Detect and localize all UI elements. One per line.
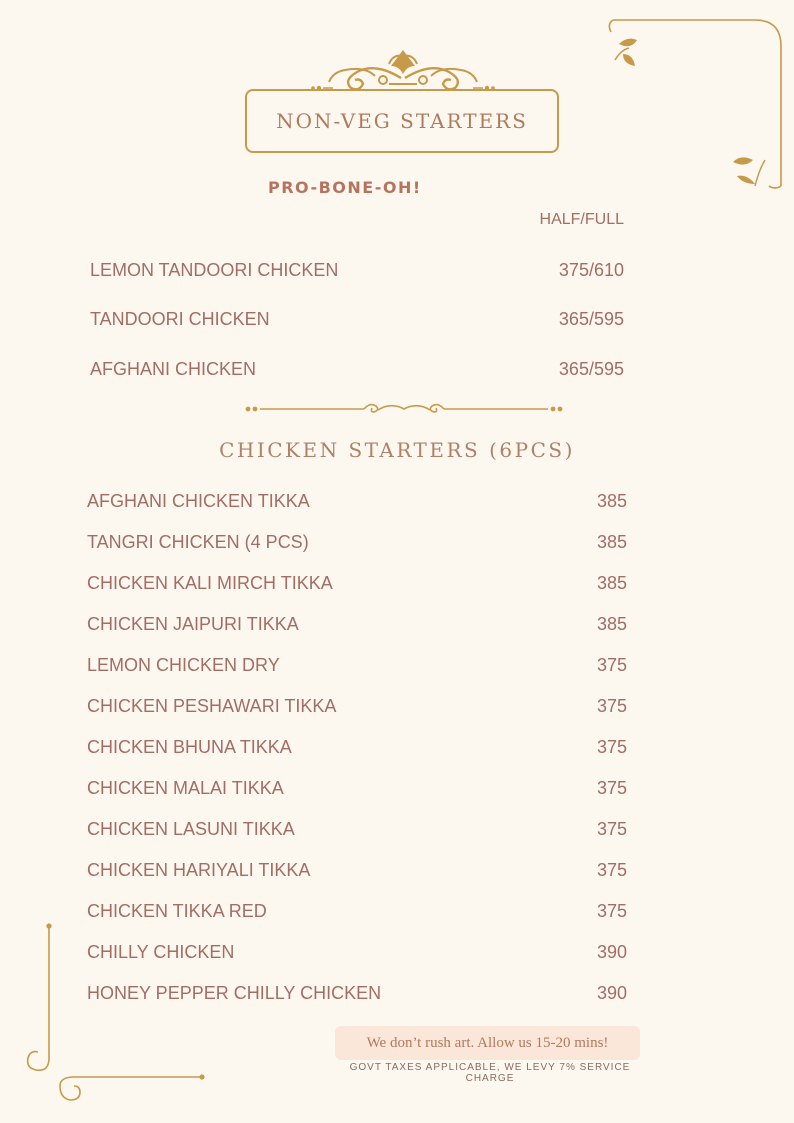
item-price: 385 [596, 491, 627, 511]
item-price: 375 [596, 901, 627, 921]
item-name: TANGRI CHICKEN (4 PCS) [87, 532, 309, 552]
item-price: 375/610 [558, 260, 624, 280]
item-price: 390 [596, 983, 627, 1003]
item-name: CHICKEN HARIYALI TIKKA [87, 860, 311, 880]
item-name: CHICKEN KALI MIRCH TIKKA [87, 573, 333, 593]
item-price: 390 [596, 942, 627, 962]
item-price: 375 [596, 737, 627, 757]
item-name: HONEY PEPPER CHILLY CHICKEN [87, 983, 382, 1003]
tax-footnote: GOVT TAXES APPLICABLE, WE LEVY 7% SERVICE CHARGE [349, 1062, 631, 1084]
item-name: CHILLY CHICKEN [87, 942, 235, 962]
item-name: LEMON TANDOORI CHICKEN [90, 260, 339, 280]
item-name: AFGHANI CHICKEN TIKKA [87, 491, 310, 511]
subheading: PRO-BONE-OH! [268, 178, 422, 197]
notice-banner [335, 1026, 640, 1060]
item-name: CHICKEN BHUNA TIKKA [87, 737, 292, 757]
item-price: 375 [596, 655, 627, 675]
section-title: CHICKEN STARTERS (6PCS) [219, 438, 575, 462]
item-name: TANDOORI CHICKEN [90, 309, 270, 329]
section-title: NON-VEG STARTERS [276, 109, 528, 133]
item-name: AFGHANI CHICKEN [90, 359, 257, 379]
ornament-flourish-icon [305, 44, 501, 94]
item-price: 385 [596, 614, 627, 634]
item-price: 375 [596, 819, 627, 839]
item-price: 365/595 [558, 309, 624, 329]
item-name: CHICKEN MALAI TIKKA [87, 778, 284, 798]
item-name: CHICKEN TIKKA RED [87, 901, 267, 921]
item-price: 385 [596, 573, 627, 593]
item-name: CHICKEN JAIPURI TIKKA [87, 614, 299, 634]
corner-curl-icon [20, 920, 210, 1110]
corner-vine-icon [605, 14, 785, 194]
notice-text: We don’t rush art. Allow us 15-20 mins! [366, 1034, 609, 1051]
column-header: HALF/FULL [539, 211, 624, 228]
item-name: LEMON CHICKEN DRY [87, 655, 280, 675]
item-price: 375 [596, 778, 627, 798]
item-name: CHICKEN LASUNI TIKKA [87, 819, 295, 839]
item-price: 385 [596, 532, 627, 552]
item-name: CHICKEN PESHAWARI TIKKA [87, 696, 337, 716]
item-price: 365/595 [558, 359, 624, 379]
section-title-box [245, 89, 559, 153]
item-price: 375 [596, 696, 627, 716]
divider-swirl-icon [244, 400, 564, 418]
item-price: 375 [596, 860, 627, 880]
